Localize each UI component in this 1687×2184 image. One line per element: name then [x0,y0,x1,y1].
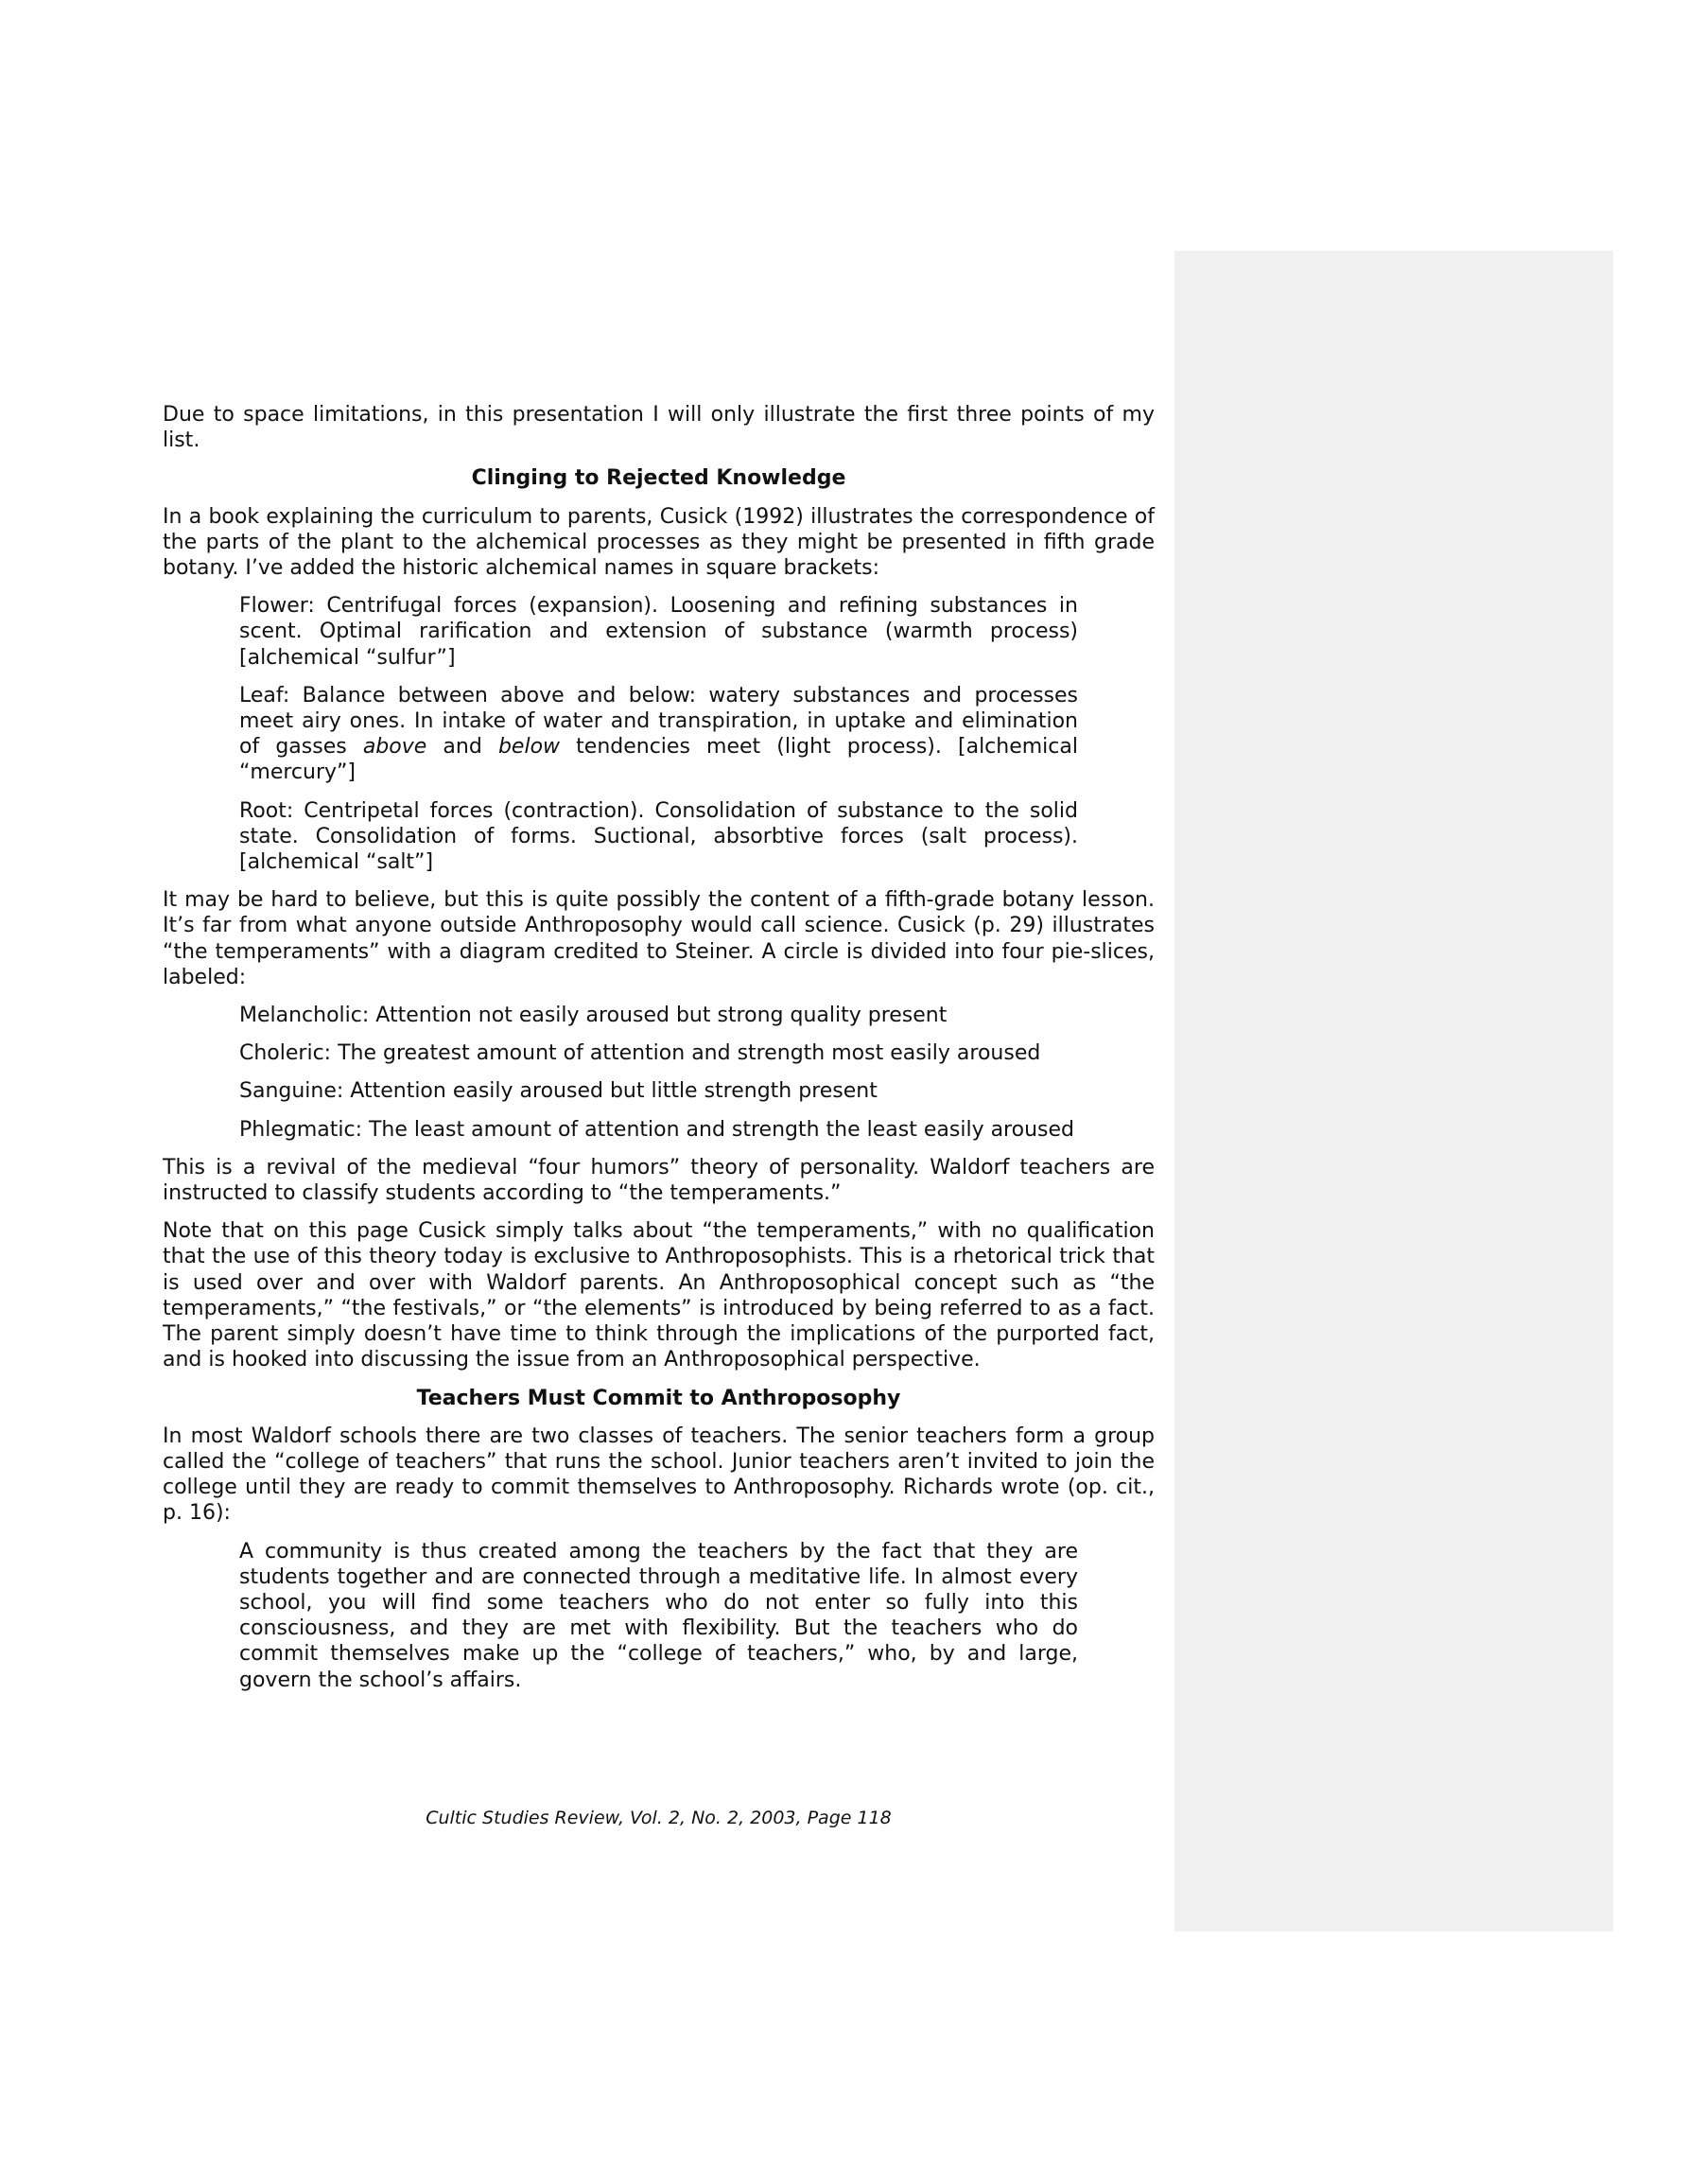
document-body [163,402,1155,1705]
intro-paragraph: Due to space limitations, in this presentation I will only illustrate the first three points of my list. [163,403,1155,453]
temperament-choleric: Choleric: The greatest amount of attention and strength most easily aroused [239,1041,1041,1066]
comment-margin-pane [1174,251,1613,1931]
teachers-paragraph: In most Waldorf schools there are two classes of teachers. The senior teachers form a group called the “college of teachers” that runs the school. Junior teachers aren’t invited to join the college until they are ready to commit themselves to Anthroposophy. Richards wrote (op. cit., p. 16): [163,1424,1155,1526]
temperament-phlegmatic: Phlegmatic: The least amount of attention and strength the least easily aroused [239,1117,1074,1142]
leaf-quote [239,683,1078,786]
cusick-paragraph: In a book explaining the curriculum to parents, Cusick (1992) illustrates the correspondence of the parts of the plant to the alchemical processes as they might be presented in fifth grade botany. I’ve added the historic alchemical names in square brackets: [163,504,1155,581]
leaf-quote-below: below [497,735,561,760]
section-heading-teachers-commit: Teachers Must Commit to Anthroposophy [416,1386,901,1410]
page-footer-citation: Cultic Studies Review, Vol. 2, No. 2, 2003, Page 118 [426,1808,892,1828]
leaf-quote-and: and [426,735,498,760]
leaf-quote-above: above [362,735,427,760]
leaf-quote-part1: Leaf: Balance between above and below: watery substances and processes meet airy ones. In intake of water and transpiration, in uptake and elimination of gasses [239,683,1078,760]
leaf-quote-part2: tendencies meet (light process). [alchemical “mercury”] [239,735,1078,785]
note-paragraph: Note that on this page Cusick simply talks about “the temperaments,” with no qualification that the use of this theory today is exclusive to Anthroposophists. This is a rhetorical trick that is used over and over with Waldorf parents. An Anthroposophical concept such as “the temperaments,” “the festivals,” or “the elements” is introduced by being referred to as a fact. The parent simply doesn’t have time to think through the implications of the purported fact, and is hooked into discussing the issue from an Anthroposophical perspective. [163,1219,1155,1372]
richards-quote: A community is thus created among the teachers by the fact that they are students together and are connected through a meditative life. In almost every school, you will find some teachers who do not enter so fully into this consciousness, and they are met with flexibility. But the teachers who do commit themselves make up the “college of teachers,” who, by and large, govern the school’s affairs. [239,1539,1078,1692]
botany-paragraph: It may be hard to believe, but this is quite possibly the content of a fifth-grade botany lesson. It’s far from what anyone outside Anthroposophy would call science. Cusick (p. 29) illustrates “the temperaments” with a diagram credited to Steiner. A circle is divided into four pie-slices, labeled: [163,888,1155,989]
temperament-sanguine: Sanguine: Attention easily aroused but little strength present [239,1079,878,1104]
temperament-melancholic: Melancholic: Attention not easily aroused but strong quality present [239,1004,948,1028]
humors-paragraph: This is a revival of the medieval “four humors” theory of personality. Waldorf teachers are instructed to classify students according to “the temperaments.” [163,1155,1155,1206]
section-heading-rejected-knowledge: Clinging to Rejected Knowledge [471,466,846,491]
root-quote: Root: Centripetal forces (contraction). Consolidation of substance to the solid state. Consolidation of forms. Suctional, absorbtive forces (salt process). [alchemical “salt”] [239,798,1078,875]
flower-quote: Flower: Centrifugal forces (expansion). Loosening and refining substances in scent. Optimal rarification and extension of substance (warmth process) [alchemical “sulfur”] [239,594,1078,670]
